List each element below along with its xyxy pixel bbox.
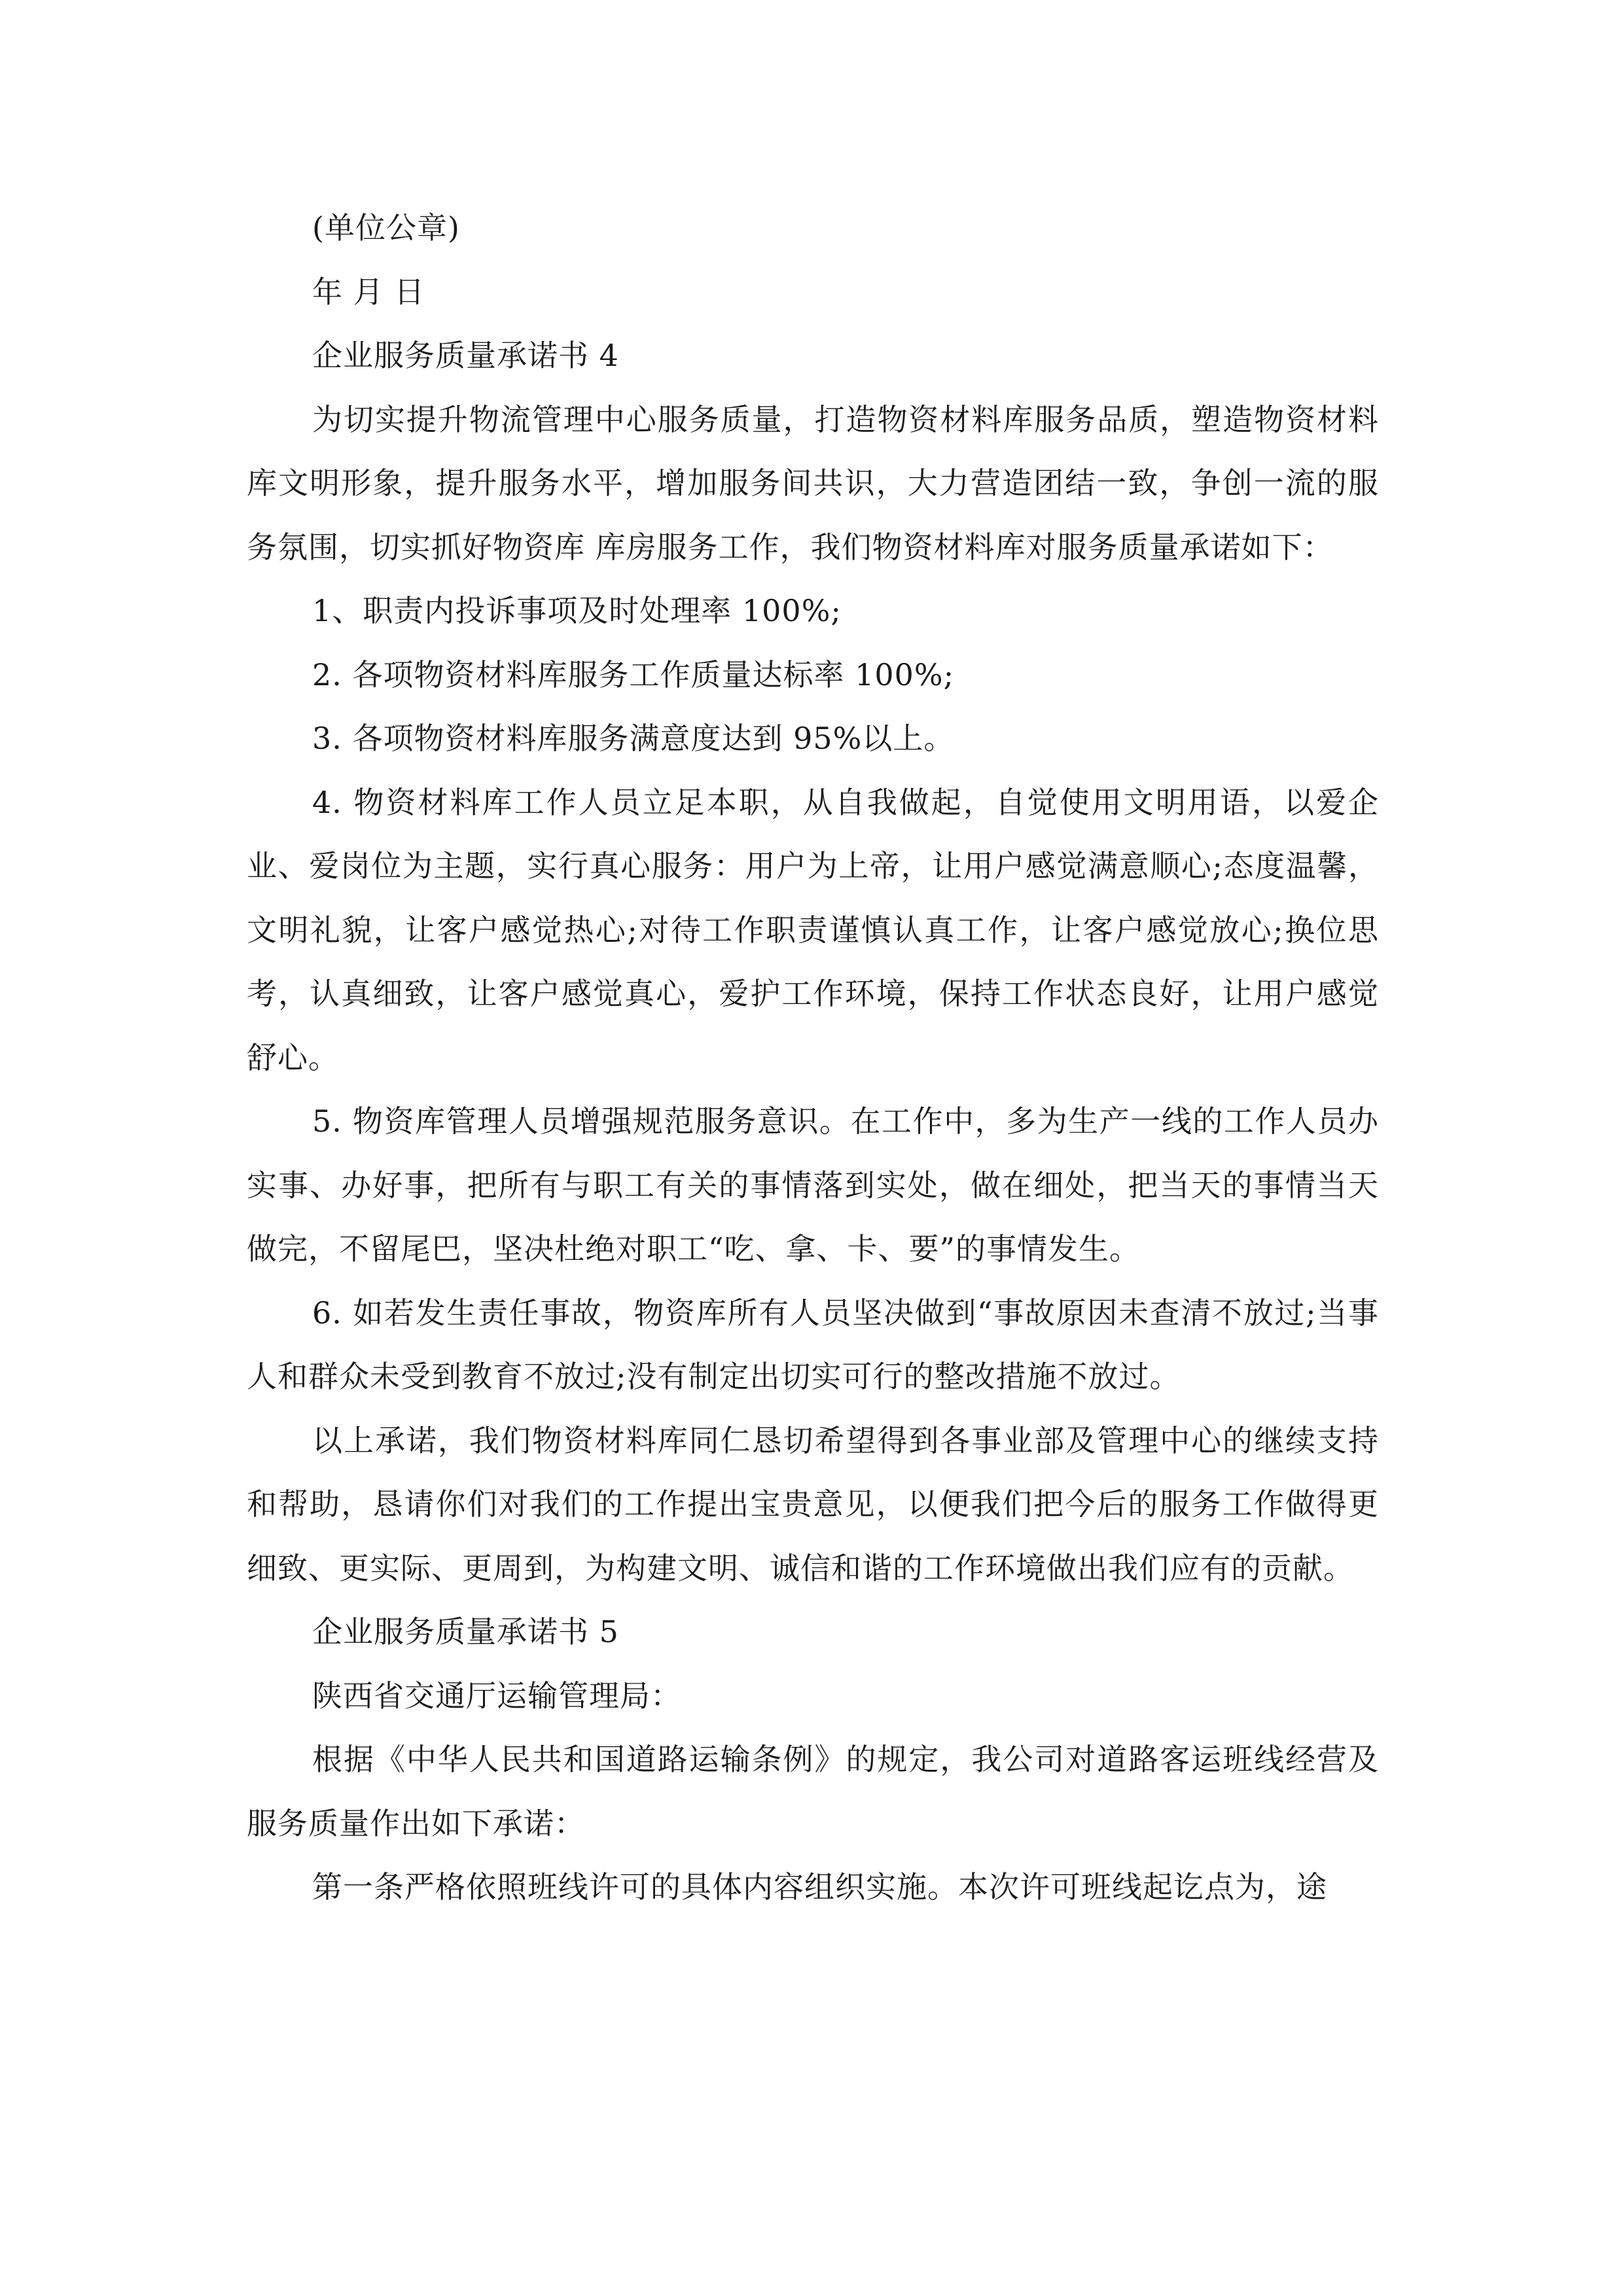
commitment-item-5: 5. 物资库管理人员增强规范服务意识。在工作中，多为生产一线的工作人员办实事、办好事，把所有与职工有关的事情落到实处，做在细处，把当天的事情当天做完，不留尾巴，坚决杜绝对职工“吃、拿、卡、要”的事情发生。 (247, 1103, 1379, 1266)
commitment-item-2: 2. 各项物资材料库服务工作质量达标率 100%; (312, 656, 955, 692)
closing-paragraph: 以上承诺，我们物资材料库同仁恳切希望得到各事业部及管理中心的继续支持和帮助，恳请你们对我们的工作提出宝贵意见，以便我们把今后的服务工作做得更细致、更实际、更周到，为构建文明、诚信和谐的工作环境做出我们应有的贡献。 (247, 1422, 1379, 1586)
intro-paragraph: 为切实提升物流管理中心服务质量，打造物资材料库服务品质，塑造物资材料库文明形象，提升服务水平，增加服务间共识，大力营造团结一致，争创一流的服务氛围，切实抓好物资库 库房服务工作，我们物资材料库对服务质量承诺如下： (247, 401, 1379, 565)
document-body (247, 196, 1379, 1920)
article-one-paragraph: 第一条严格依照班线许可的具体内容组织实施。本次许可班线起讫点为，途 (312, 1869, 1327, 1905)
regulation-paragraph: 根据《中华人民共和国道路运输条例》的规定，我公司对道路客运班线经营及服务质量作出如下承诺： (247, 1742, 1379, 1841)
section-title-4: 企业服务质量承诺书 4 (312, 338, 619, 373)
recipient-line: 陕西省交通厅运输管理局： (312, 1677, 681, 1713)
date-line: 年 月 日 (312, 274, 425, 310)
commitment-item-4: 4. 物资材料库工作人员立足本职，从自我做起，自觉使用文明用语，以爱企业、爱岗位为主题，实行真心服务：用户为上帝，让用户感觉满意顺心;态度温馨，文明礼貌，让客户感觉热心;对待工作职责谨慎认真工作，让客户感觉放心;换位思考，认真细致，让客户感觉真心，爱护工作环境，保持工作状态良好，让用户感觉舒心。 (247, 784, 1379, 1075)
section-title-5: 企业服务质量承诺书 5 (312, 1614, 619, 1649)
commitment-item-3: 3. 各项物资材料库服务满意度达到 95%以上。 (312, 721, 955, 756)
unit-seal-line: (单位公章) (312, 210, 460, 245)
commitment-item-1: 1、职责内投诉事项及时处理率 100%; (312, 593, 842, 628)
commitment-item-6: 6. 如若发生责任事故，物资库所有人员坚决做到“事故原因未查清不放过;当事人和群众未受到教育不放过;没有制定出切实可行的整改措施不放过。 (247, 1295, 1379, 1394)
